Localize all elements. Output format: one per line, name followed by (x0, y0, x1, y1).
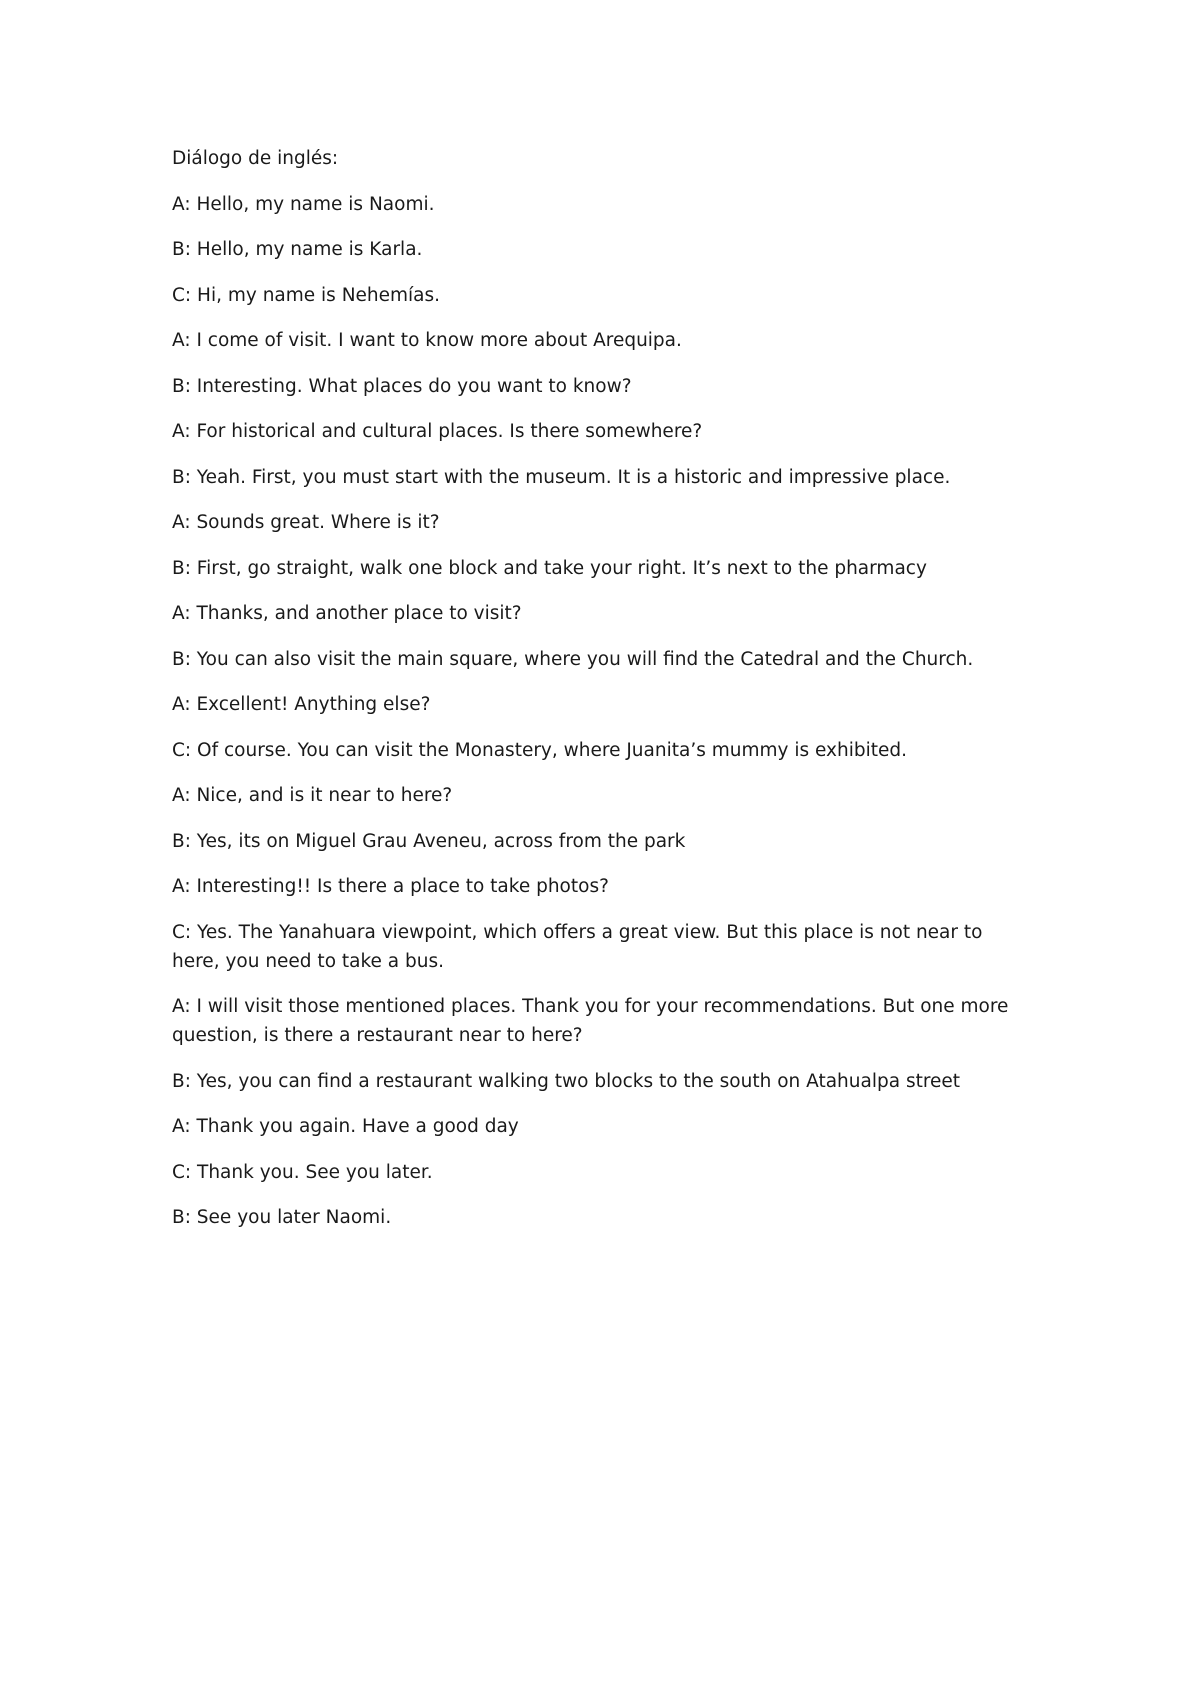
dialogue-line-7: B: Yeah. First, you must start with the museum. It is a historic and impressive place. (172, 466, 951, 488)
dialogue-line-11: B: You can also visit the main square, where you will find the Catedral and the Church. (172, 648, 974, 670)
dialogue-line-5: B: Interesting. What places do you want to know? (172, 375, 632, 397)
dialogue-line-13: C: Of course. You can visit the Monastery, where Juanita’s mummy is exhibited. (172, 739, 908, 761)
dialogue-line-6: A: For historical and cultural places. Is there somewhere? (172, 421, 703, 442)
dialogue-line-12: A: Excellent! Anything else? (172, 694, 431, 715)
dialogue-line-21: C: Thank you. See you later. (172, 1161, 433, 1183)
dialogue-line-4: A: I come of visit. I want to know more about Arequipa. (172, 330, 682, 351)
dialogue-line-8: A: Sounds great. Where is it? (172, 512, 440, 533)
document-title: Diálogo de inglés: (172, 148, 339, 169)
dialogue-line-10: A: Thanks, and another place to visit? (172, 603, 522, 624)
dialogue-line-14: A: Nice, and is it near to here? (172, 785, 453, 806)
dialogue-line-15: B: Yes, its on Miguel Grau Aveneu, across from the park (172, 830, 686, 852)
dialogue-line-17: C: Yes. The Yanahuara viewpoint, which offers a great view. But this place is not near to here, you need to take a bus. (172, 921, 983, 972)
document-body (172, 144, 1032, 1249)
dialogue-line-16: A: Interesting!! Is there a place to take photos? (172, 876, 609, 897)
dialogue-line-9: B: First, go straight, walk one block and take your right. It’s next to the pharmacy (172, 557, 927, 579)
dialogue-line-3: C: Hi, my name is Nehemías. (172, 284, 441, 306)
dialogue-line-1: A: Hello, my name is Naomi. (172, 193, 435, 215)
dialogue-line-20: A: Thank you again. Have a good day (172, 1116, 519, 1137)
dialogue-line-22: B: See you later Naomi. (172, 1207, 392, 1228)
dialogue-line-2: B: Hello, my name is Karla. (172, 239, 423, 260)
dialogue-line-19: B: Yes, you can find a restaurant walking two blocks to the south on Atahualpa street (172, 1070, 961, 1092)
dialogue-line-18: A: I will visit those mentioned places. Thank you for your recommendations. But one more question, is there a restaurant near to here? (172, 996, 1009, 1046)
